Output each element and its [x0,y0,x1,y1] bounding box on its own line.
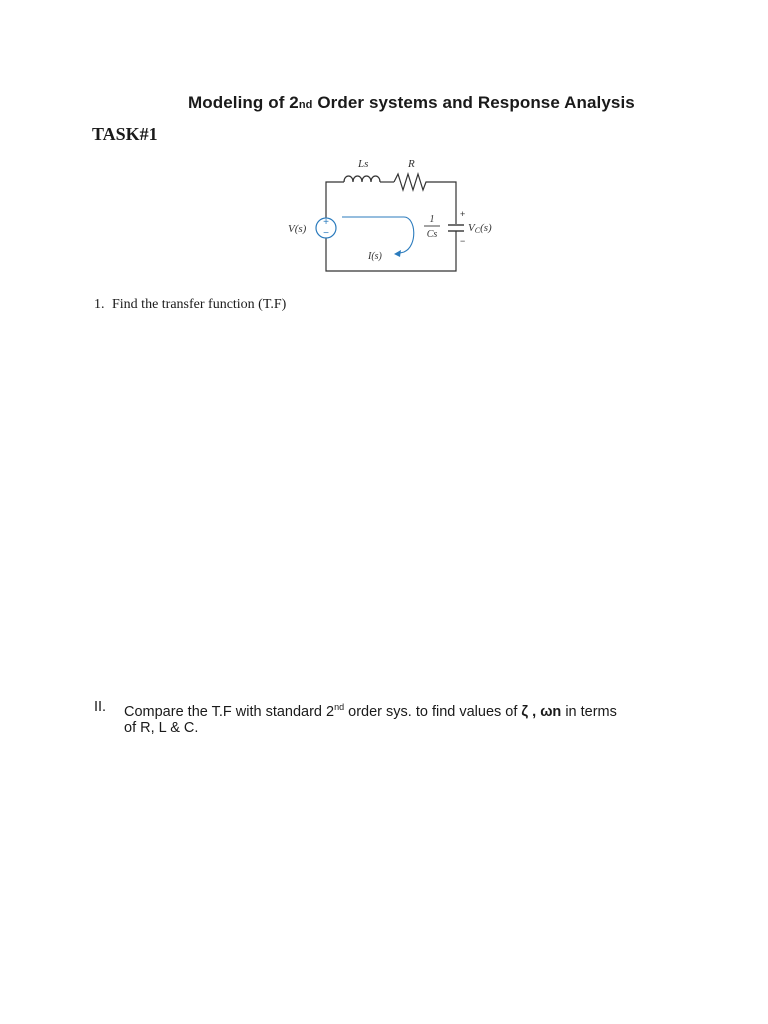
question-1-number: 1. [94,297,105,312]
resistor-symbol [394,174,430,190]
omega-n-symbol: ωn [540,704,562,720]
document-title: Modeling of 2nd Order systems and Response Analysis [188,93,635,112]
current-loop-arrow [342,217,414,254]
current-label: I(s) [368,251,382,262]
cap-plus: + [460,209,466,219]
current-arrowhead [394,250,401,257]
inductor-symbol [344,176,380,182]
cap-minus: − [460,236,466,246]
capacitor-symbol [448,225,464,231]
resistor-label: R [408,158,415,170]
inductor-label: Ls [358,158,369,170]
source-plus: + [323,217,329,228]
source-label: V(s) [288,223,307,235]
question-1-text: Find the transfer function (T.F) [112,297,287,312]
source-minus: − [323,228,329,239]
zeta-symbol: ζ , [521,704,537,720]
circuit-wires [326,182,456,271]
task-heading: TASK#1 [92,124,158,144]
voltage-source-symbol [316,217,336,239]
question-2-line-1: Compare the T.F with standard 2nd order sys. to find values of ζ , ωn in terms [124,702,617,720]
question-1 [94,297,286,313]
output-voltage-label: VC(s) [468,222,492,235]
question-2-line-2: of R, L & C. [124,720,199,736]
rlc-circuit-diagram [280,152,520,277]
question-2-number: II. [94,699,107,715]
cap-numerator: 1 [429,214,435,225]
cap-denominator: Cs [426,229,438,240]
